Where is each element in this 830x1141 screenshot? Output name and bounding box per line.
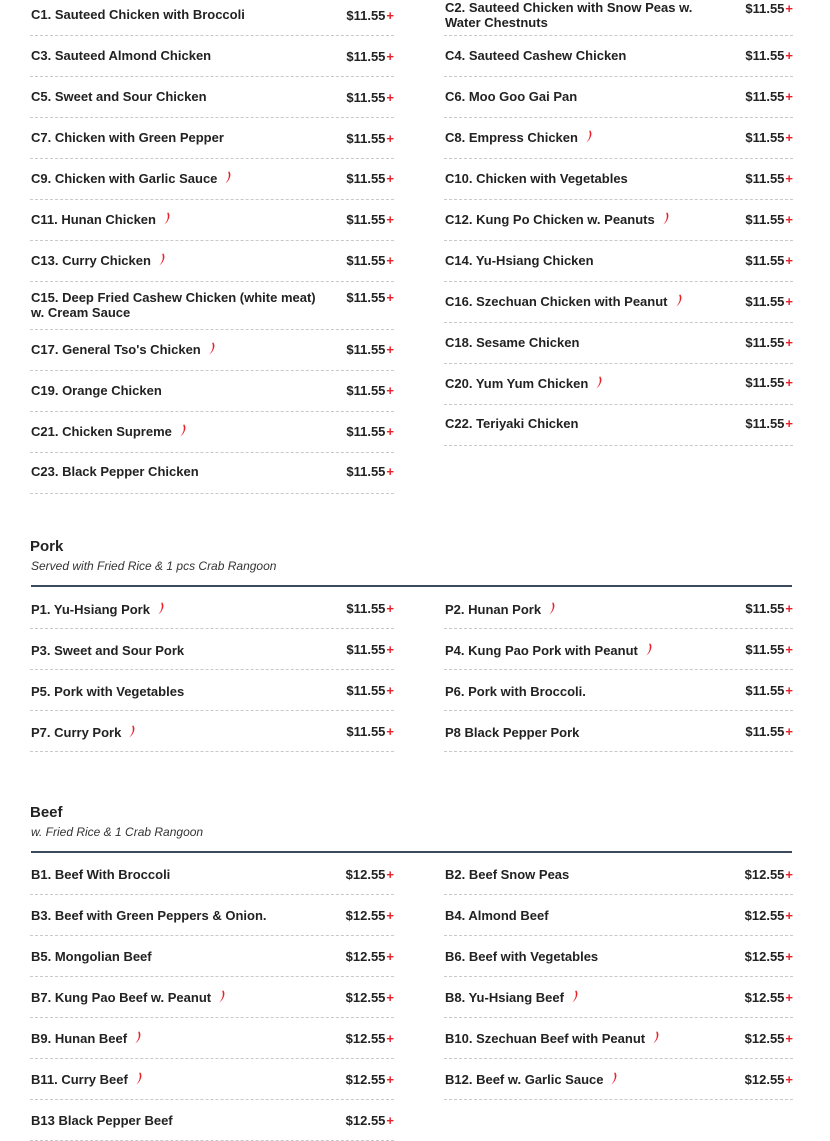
chili-pepper-icon	[571, 990, 579, 1003]
menu-item-name-text: C3. Sauteed Almond Chicken	[31, 48, 212, 63]
add-item-button[interactable]: +	[785, 130, 793, 145]
menu-item-name-text: C2. Sauteed Chicken with Snow Peas w. Water Chestnuts	[445, 0, 693, 30]
menu-item[interactable]	[30, 199, 394, 241]
add-item-button[interactable]: +	[785, 601, 793, 616]
menu-item-price-value: $11.55	[745, 724, 785, 739]
menu-item-name	[445, 1031, 715, 1046]
menu-item-price	[346, 90, 394, 105]
menu-item-name-text: C20. Yum Yum Chicken	[445, 376, 589, 391]
menu-item-price	[745, 416, 793, 431]
menu-item-name	[445, 725, 715, 740]
menu-item[interactable]	[30, 117, 394, 159]
menu-item-name-text: C12. Kung Po Chicken w. Peanuts	[445, 212, 655, 227]
chili-pepper-icon	[662, 212, 670, 225]
menu-item-price	[745, 642, 793, 657]
chili-pepper-icon	[595, 376, 603, 389]
menu-item-name	[445, 253, 715, 268]
menu-item-name-text: B11. Curry Beef	[31, 1072, 128, 1087]
menu-item[interactable]	[444, 853, 793, 895]
menu-item-name	[31, 643, 331, 658]
menu-item-price-value: $11.55	[346, 212, 386, 227]
menu-item[interactable]	[444, 240, 793, 282]
add-item-button[interactable]: +	[386, 253, 394, 268]
menu-item-name	[31, 171, 331, 186]
menu-item-name-text: P1. Yu-Hsiang Pork	[31, 602, 150, 617]
beef-section-subtitle: w. Fried Rice & 1 Crab Rangoon	[31, 825, 204, 839]
add-item-button[interactable]: +	[386, 464, 394, 479]
menu-item-name-text: C18. Sesame Chicken	[445, 335, 580, 350]
menu-item[interactable]	[30, 452, 394, 494]
menu-item[interactable]	[444, 628, 793, 670]
menu-item-name-text: C8. Empress Chicken	[445, 130, 578, 145]
menu-item[interactable]	[444, 199, 793, 241]
menu-item-price-value: $11.55	[346, 90, 386, 105]
menu-item-name-text: C16. Szechuan Chicken with Peanut	[445, 294, 668, 309]
menu-item-name	[445, 908, 715, 923]
menu-item[interactable]	[30, 894, 394, 936]
add-item-button[interactable]: +	[386, 1113, 394, 1128]
add-item-button[interactable]: +	[785, 1031, 793, 1046]
menu-item-price-value: $11.55	[346, 642, 386, 657]
menu-item-price-value: $12.55	[345, 1031, 386, 1046]
menu-item-price-value: $11.55	[745, 335, 785, 350]
menu-item-name	[445, 602, 715, 617]
chili-pepper-icon	[134, 1031, 142, 1044]
menu-item[interactable]	[30, 628, 394, 670]
menu-item-price-value: $11.55	[745, 416, 785, 431]
menu-item-name	[445, 294, 715, 309]
menu-item-price-value: $11.55	[346, 342, 386, 357]
chili-pepper-icon	[645, 643, 653, 656]
menu-item-name	[445, 867, 715, 882]
add-item-button[interactable]: +	[386, 908, 394, 923]
menu-item-name	[445, 48, 715, 63]
add-item-button[interactable]: +	[785, 416, 793, 431]
menu-item-price	[346, 49, 394, 64]
menu-item-price	[745, 990, 793, 1005]
menu-item-name	[445, 643, 715, 658]
menu-item[interactable]	[30, 0, 394, 36]
menu-item-name	[31, 383, 331, 398]
menu-item-name-text: C22. Teriyaki Chicken	[445, 416, 579, 431]
add-item-button[interactable]: +	[785, 867, 793, 882]
add-item-button[interactable]: +	[386, 867, 394, 882]
menu-item-name-text: B5. Mongolian Beef	[31, 949, 152, 964]
menu-item-name	[445, 684, 715, 699]
menu-item-name	[31, 1072, 331, 1087]
menu-item[interactable]	[30, 935, 394, 977]
menu-item[interactable]	[30, 35, 394, 77]
menu-item-price	[346, 683, 394, 698]
menu-item-name-text: B3. Beef with Green Peppers & Onion.	[31, 908, 267, 923]
menu-item-name	[31, 949, 331, 964]
menu-item-price-value: $12.55	[345, 949, 386, 964]
menu-item-name	[445, 949, 715, 964]
menu-item[interactable]	[444, 935, 793, 977]
add-item-button[interactable]: +	[386, 90, 394, 105]
menu-item-price	[745, 253, 793, 268]
menu-item-name	[31, 48, 331, 63]
menu-item[interactable]	[444, 669, 793, 711]
menu-item[interactable]	[30, 1058, 394, 1100]
chili-pepper-icon	[158, 253, 166, 266]
menu-item-name-text: B7. Kung Pao Beef w. Peanut	[31, 990, 212, 1005]
menu-item-name-text: B8. Yu-Hsiang Beef	[445, 990, 564, 1005]
chili-pepper-icon	[585, 130, 593, 143]
menu-item-price	[346, 253, 394, 268]
menu-item-price	[745, 683, 793, 698]
add-item-button[interactable]: +	[386, 949, 394, 964]
add-item-button[interactable]: +	[785, 990, 793, 1005]
menu-item-name	[445, 990, 715, 1005]
menu-item[interactable]	[30, 1099, 394, 1141]
menu-item-name	[445, 376, 715, 391]
menu-item-name-text: P4. Kung Pao Pork with Peanut	[445, 643, 638, 658]
menu-item-name	[445, 1072, 715, 1087]
pork-section-subtitle: Served with Fried Rice & 1 pcs Crab Rangoon	[31, 559, 277, 573]
menu-item-price	[346, 724, 394, 739]
add-item-button[interactable]: +	[785, 683, 793, 698]
chili-pepper-icon	[652, 1031, 660, 1044]
menu-item-name-text: C6. Moo Goo Gai Pan	[445, 89, 578, 104]
menu-item-name-text: C4. Sauteed Cashew Chicken	[445, 48, 627, 63]
menu-item[interactable]	[30, 587, 394, 629]
menu-item-name	[31, 908, 331, 923]
add-item-button[interactable]: +	[386, 990, 394, 1005]
menu-item[interactable]	[30, 370, 394, 412]
menu-item[interactable]	[30, 76, 394, 118]
add-item-button[interactable]: +	[386, 424, 394, 439]
menu-item[interactable]	[444, 1058, 793, 1100]
menu-item[interactable]	[30, 240, 394, 282]
menu-item-name	[445, 212, 715, 227]
menu-item-name	[31, 212, 331, 227]
menu-item-price	[346, 601, 394, 616]
menu-item[interactable]	[30, 1017, 394, 1059]
menu-item-price	[346, 1031, 394, 1046]
menu-item-price	[745, 375, 793, 390]
menu-item-price	[346, 908, 394, 923]
menu-item-name	[445, 0, 715, 30]
menu-item-price-value: $11.55	[745, 375, 785, 390]
menu-item-price	[745, 89, 793, 104]
menu-item-price	[346, 424, 394, 439]
menu-item-name	[445, 130, 715, 145]
add-item-button[interactable]: +	[785, 48, 793, 63]
add-item-button[interactable]: +	[386, 290, 394, 305]
menu-item-price	[346, 171, 394, 186]
chili-pepper-icon	[179, 424, 187, 437]
menu-item[interactable]	[444, 976, 793, 1018]
menu-item-price-value: $11.55	[346, 253, 386, 268]
add-item-button[interactable]: +	[785, 253, 793, 268]
menu-item-name-text: B9. Hunan Beef	[31, 1031, 128, 1046]
menu-item[interactable]	[30, 411, 394, 453]
add-item-button[interactable]: +	[386, 8, 394, 23]
menu-item-name	[31, 89, 331, 104]
menu-item[interactable]	[30, 158, 394, 200]
menu-item-price	[346, 212, 394, 227]
menu-item-price-value: $11.55	[346, 8, 386, 23]
menu-item-price	[745, 212, 793, 227]
menu-item-price-value: $11.55	[745, 48, 785, 63]
menu-item-name-text: P5. Pork with Vegetables	[31, 684, 185, 699]
menu-item-name-text: C9. Chicken with Garlic Sauce	[31, 171, 218, 186]
chili-pepper-icon	[157, 602, 165, 615]
menu-item-name	[31, 684, 331, 699]
menu-item-price-value: $12.55	[345, 1113, 386, 1128]
menu-item[interactable]	[444, 587, 793, 629]
menu-item-name	[445, 335, 715, 350]
menu-item[interactable]	[444, 0, 793, 36]
add-item-button[interactable]: +	[386, 131, 394, 146]
add-item-button[interactable]: +	[386, 1072, 394, 1087]
menu-item-price-value: $11.55	[346, 683, 386, 698]
menu-item-price-value: $12.55	[744, 949, 785, 964]
menu-item-price-value: $12.55	[744, 1072, 785, 1087]
menu-item-price-value: $11.55	[346, 49, 386, 64]
menu-item-price	[346, 131, 394, 146]
menu-item[interactable]	[444, 322, 793, 364]
menu-item-name-text: B4. Almond Beef	[445, 908, 549, 923]
menu-item-name-text: C11. Hunan Chicken	[31, 212, 156, 227]
menu-item-price	[745, 1031, 793, 1046]
menu-item-price-value: $11.55	[346, 131, 386, 146]
add-item-button[interactable]: +	[785, 375, 793, 390]
menu-item-price	[745, 294, 793, 309]
menu-item[interactable]	[444, 363, 793, 405]
menu-item-name	[31, 602, 331, 617]
menu-item-name-text: P3. Sweet and Sour Pork	[31, 643, 185, 658]
menu-item-name-text: B10. Szechuan Beef with Peanut	[445, 1031, 646, 1046]
menu-item-price	[745, 171, 793, 186]
menu-item-name-text: C5. Sweet and Sour Chicken	[31, 89, 207, 104]
menu-item[interactable]	[444, 1017, 793, 1059]
menu-item-price	[745, 908, 793, 923]
menu-item-price-value: $11.55	[346, 383, 386, 398]
menu-item-name	[445, 416, 715, 431]
menu-item-price	[745, 48, 793, 63]
menu-item-price	[346, 290, 394, 305]
add-item-button[interactable]: +	[785, 171, 793, 186]
menu-item-price	[745, 601, 793, 616]
menu-item-name-text: C15. Deep Fried Cashew Chicken (white meat) w. Cream Sauce	[31, 290, 316, 320]
menu-item-name-text: C1. Sauteed Chicken with Broccoli	[31, 7, 245, 22]
menu-item[interactable]	[444, 894, 793, 936]
menu-item-name-text: P2. Hunan Pork	[445, 602, 542, 617]
menu-item-name-text: C13. Curry Chicken	[31, 253, 151, 268]
menu-item-price-value: $12.55	[744, 1031, 785, 1046]
menu-item-price	[745, 1, 793, 16]
menu-item-name-text: B13 Black Pepper Beef	[31, 1113, 173, 1128]
menu-item[interactable]	[444, 281, 793, 323]
add-item-button[interactable]: +	[386, 1031, 394, 1046]
menu-item-name	[31, 1031, 331, 1046]
menu-item-name	[445, 171, 715, 186]
add-item-button[interactable]: +	[386, 601, 394, 616]
menu-item-price	[346, 342, 394, 357]
menu-item-price-value: $12.55	[744, 908, 785, 923]
menu-item-name-text: C21. Chicken Supreme	[31, 424, 172, 439]
chili-pepper-icon	[675, 294, 683, 307]
menu-item-name	[31, 867, 331, 882]
add-item-button[interactable]: +	[785, 1072, 793, 1087]
menu-item[interactable]	[30, 710, 394, 752]
menu-item-price	[346, 1072, 394, 1087]
menu-item[interactable]	[444, 76, 793, 118]
menu-item-name	[31, 7, 331, 22]
menu-item[interactable]	[30, 329, 394, 371]
chili-pepper-icon	[163, 212, 171, 225]
menu-item-price-value: $12.55	[744, 990, 785, 1005]
menu-item-name-text: B6. Beef with Vegetables	[445, 949, 599, 964]
menu-item-price-value: $11.55	[745, 89, 785, 104]
menu-item-name	[31, 464, 331, 479]
menu-item[interactable]	[444, 35, 793, 77]
menu-item-name-text: C14. Yu-Hsiang Chicken	[445, 253, 594, 268]
menu-item-price	[745, 867, 793, 882]
chili-pepper-icon	[224, 171, 232, 184]
menu-item[interactable]	[30, 281, 394, 330]
add-item-button[interactable]: +	[386, 171, 394, 186]
menu-item-price-value: $12.55	[744, 867, 785, 882]
menu-item[interactable]	[30, 853, 394, 895]
add-item-button[interactable]: +	[386, 383, 394, 398]
menu-item-price-value: $11.55	[745, 601, 785, 616]
menu-item-name-text: B1. Beef With Broccoli	[31, 867, 171, 882]
add-item-button[interactable]: +	[785, 335, 793, 350]
menu-item-price-value: $11.55	[346, 424, 386, 439]
menu-item-name	[31, 253, 331, 268]
add-item-button[interactable]: +	[785, 294, 793, 309]
chili-pepper-icon	[218, 990, 226, 1003]
menu-item-name	[31, 290, 331, 320]
menu-item[interactable]	[444, 710, 793, 752]
pork-section-title: Pork	[30, 538, 64, 555]
menu-item-price-value: $12.55	[345, 867, 386, 882]
menu-item-price-value: $11.55	[745, 212, 785, 227]
menu-item-name-text: C23. Black Pepper Chicken	[31, 464, 199, 479]
chili-pepper-icon	[128, 725, 136, 738]
menu-item-name	[31, 725, 331, 740]
menu-item-name-text: B2. Beef Snow Peas	[445, 867, 570, 882]
menu-item-price	[745, 130, 793, 145]
menu-item[interactable]	[30, 669, 394, 711]
menu-item-price-value: $11.55	[346, 724, 386, 739]
add-item-button[interactable]: +	[785, 908, 793, 923]
menu-item-name-text: C19. Orange Chicken	[31, 383, 162, 398]
menu-item-price	[346, 867, 394, 882]
menu-item-price	[346, 990, 394, 1005]
menu-item-name-text: P6. Pork with Broccoli.	[445, 684, 586, 699]
menu-item[interactable]	[444, 404, 793, 446]
menu-item-name-text: C10. Chicken with Vegetables	[445, 171, 628, 186]
chili-pepper-icon	[548, 602, 556, 615]
menu-item[interactable]	[444, 158, 793, 200]
menu-item-name-text: P8 Black Pepper Pork	[445, 725, 580, 740]
menu-item-price-value: $11.55	[745, 642, 785, 657]
chili-pepper-icon	[208, 342, 216, 355]
menu-item-name-text: B12. Beef w. Garlic Sauce	[445, 1072, 604, 1087]
menu-item-price-value: $11.55	[745, 1, 785, 16]
menu-item[interactable]	[444, 117, 793, 159]
chili-pepper-icon	[135, 1072, 143, 1085]
add-item-button[interactable]: +	[386, 49, 394, 64]
menu-item-price-value: $11.55	[346, 290, 386, 305]
menu-item-price	[346, 383, 394, 398]
menu-item-price	[745, 1072, 793, 1087]
menu-item-price-value: $12.55	[345, 1072, 386, 1087]
menu-item-price	[346, 8, 394, 23]
menu-item-name	[445, 89, 715, 104]
menu-item-price-value: $11.55	[346, 464, 386, 479]
menu-item-name-text: C7. Chicken with Green Pepper	[31, 130, 224, 145]
menu-item-name	[31, 130, 331, 145]
add-item-button[interactable]: +	[785, 949, 793, 964]
add-item-button[interactable]: +	[386, 342, 394, 357]
menu-item-price-value: $11.55	[745, 683, 785, 698]
menu-item-price	[346, 642, 394, 657]
menu-item-price-value: $12.55	[345, 990, 386, 1005]
add-item-button[interactable]: +	[785, 724, 793, 739]
menu-item-price-value: $11.55	[346, 601, 386, 616]
menu-item[interactable]	[30, 976, 394, 1018]
menu-item-price-value: $12.55	[345, 908, 386, 923]
menu-item-name-text: P7. Curry Pork	[31, 725, 122, 740]
menu-item-price	[745, 335, 793, 350]
menu-item-name	[31, 990, 331, 1005]
add-item-button[interactable]: +	[386, 683, 394, 698]
menu-item-price	[745, 724, 793, 739]
menu-item-price-value: $11.55	[745, 171, 785, 186]
menu-item-price-value: $11.55	[346, 171, 386, 186]
add-item-button[interactable]: +	[785, 1, 793, 16]
menu-item-name	[31, 342, 331, 357]
menu-item-price-value: $11.55	[745, 294, 785, 309]
chili-pepper-icon	[610, 1072, 618, 1085]
menu-item-price	[346, 464, 394, 479]
menu-item-price-value: $11.55	[745, 130, 785, 145]
add-item-button[interactable]: +	[785, 212, 793, 227]
add-item-button[interactable]: +	[785, 89, 793, 104]
add-item-button[interactable]: +	[386, 724, 394, 739]
add-item-button[interactable]: +	[386, 212, 394, 227]
menu-item-name-text: C17. General Tso's Chicken	[31, 342, 201, 357]
menu-item-name	[31, 424, 331, 439]
beef-section-title: Beef	[30, 804, 63, 821]
menu-item-price	[745, 949, 793, 964]
add-item-button[interactable]: +	[386, 642, 394, 657]
menu-item-price	[346, 949, 394, 964]
menu-item-price-value: $11.55	[745, 253, 785, 268]
add-item-button[interactable]: +	[785, 642, 793, 657]
